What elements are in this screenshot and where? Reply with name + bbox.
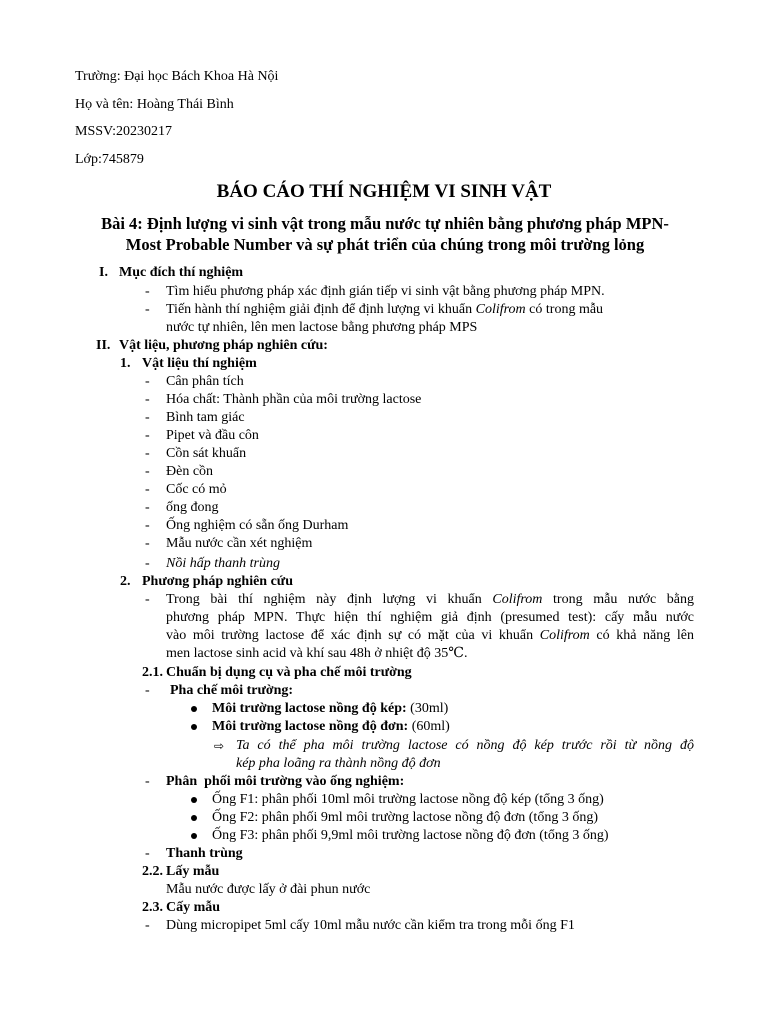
section-2-number: II. [96, 338, 111, 353]
purpose-item-2: Tiến hành thí nghiệm giải định để định lượng vi khuẩn Colifrom có trong mẫu [166, 302, 604, 317]
material-item: Cồn sát khuẩn [166, 446, 247, 461]
bullet-dot-icon [191, 815, 197, 821]
dash-marker: - [145, 410, 150, 425]
material-item: Mẫu nước cần xét nghiệm [166, 536, 313, 551]
dash-marker: - [145, 302, 150, 317]
subsection-2-1-number: 2.1. [142, 665, 163, 680]
dash-marker: - [145, 464, 150, 479]
bullet-dot-icon [191, 833, 197, 839]
dash-marker: - [145, 500, 150, 515]
material-item: Hóa chất: Thành phần của môi trường lactose [166, 392, 422, 407]
dash-marker: - [145, 774, 150, 789]
prep-bullet-double: Môi trường lactose nồng độ kép: (30ml) [212, 701, 449, 716]
distribution-item: Ống F2: phân phối 9ml môi trường lactose nồng độ đơn (tổng 3 ống) [212, 810, 598, 825]
subsection-2-2-heading: Lấy mẫu [166, 864, 220, 879]
subsection-2-2-number: 2.2. [142, 864, 163, 879]
material-item: Pipet và đầu côn [166, 428, 259, 443]
dash-marker: - [145, 846, 150, 861]
prep-note-line-2: kép pha loãng ra thành nồng độ đơn [236, 756, 441, 771]
class-line: Lớp:745879 [75, 152, 144, 167]
method-line-2: phương pháp MPN. Thực hiện thí nghiệm giả định (presumed test): cấy mẫu nước [166, 610, 694, 625]
material-item: Cốc có mỏ [166, 482, 227, 497]
dash-marker: - [145, 428, 150, 443]
subsection-2-number: 2. [120, 574, 131, 589]
material-item: Bình tam giác [166, 410, 245, 425]
distribution-item: Ống F3: phân phối 9,9ml môi trường lactose nồng độ đơn (tổng 3 ống) [212, 828, 609, 843]
student-name-line: Họ và tên: Hoàng Thái Bình [75, 97, 234, 112]
dash-marker: - [145, 374, 150, 389]
bullet-dot-icon [191, 724, 197, 730]
section-2-heading: Vật liệu, phương pháp nghiên cứu: [119, 338, 328, 353]
dash-marker: - [145, 446, 150, 461]
distribution-heading: Phân phối môi trường vào ống nghiệm: [166, 774, 405, 789]
dash-marker: - [145, 284, 150, 299]
section-1-number: I. [99, 265, 108, 280]
sterilize-item: Thanh trùng [166, 846, 243, 861]
lesson-title-line-1: Bài 4: Định lượng vi sinh vật trong mẫu nước tự nhiên bằng phương pháp MPN- [101, 214, 669, 233]
dash-marker: - [145, 536, 150, 551]
arrow-right-icon: ⇨ [214, 739, 225, 753]
bullet-dot-icon [191, 706, 197, 712]
material-item-autoclave: Nồi hấp thanh trùng [166, 556, 280, 571]
distribution-item: Ống F1: phân phối 10ml môi trường lactose nồng độ kép (tổng 3 ống) [212, 792, 604, 807]
dash-marker: - [145, 518, 150, 533]
dash-marker: - [145, 556, 150, 571]
method-line-3: vào môi trường lactose để xác định sự có mặt của vi khuẩn Colifrom có khả năng lên [166, 628, 694, 643]
subsection-1-heading: Vật liệu thí nghiệm [142, 356, 257, 371]
purpose-item-1: Tìm hiểu phương pháp xác định gián tiếp vi sinh vật bằng phương pháp MPN. [166, 284, 605, 299]
subsection-2-3-number: 2.3. [142, 900, 163, 915]
dash-marker: - [145, 392, 150, 407]
material-item: Cân phân tích [166, 374, 244, 389]
bullet-dot-icon [191, 797, 197, 803]
student-id-line: MSSV:20230217 [75, 124, 172, 139]
material-item: Ống nghiệm có sẵn ống Durham [166, 518, 349, 533]
method-line-1: Trong bài thí nghiệm này định lượng vi khuẩn Colifrom trong mẫu nước bằng [166, 592, 694, 607]
subsection-1-number: 1. [120, 356, 131, 371]
dash-marker: - [145, 482, 150, 497]
purpose-item-2-continued: nước tự nhiên, lên men lactose bằng phương pháp MPS [166, 320, 478, 335]
method-line-4: men lactose sinh acid và khí sau 48h ở nhiệt độ 35℃. [166, 646, 468, 661]
subsection-2-3-heading: Cấy mẫu [166, 900, 221, 915]
dash-marker: - [145, 918, 150, 933]
inoculation-item: Dùng micropipet 5ml cấy 10ml mẫu nước cần kiểm tra trong mỗi ống F1 [166, 918, 575, 933]
section-1-heading: Mục đích thí nghiệm [119, 265, 244, 280]
prep-note-line-1: Ta có thể pha môi trường lactose có nồng độ kép trước rồi từ nồng độ [236, 738, 694, 753]
dash-marker: - [145, 592, 150, 607]
material-item: ống đong [166, 500, 219, 515]
prep-bullet-single: Môi trường lactose nồng độ đơn: (60ml) [212, 719, 450, 734]
subsection-2-1-heading: Chuẩn bị dụng cụ và pha chế môi trường [166, 665, 412, 680]
dash-marker: - [145, 683, 150, 698]
school-line: Trường: Đại học Bách Khoa Hà Nội [75, 69, 279, 84]
lesson-title-line-2: Most Probable Number và sự phát triển của chúng trong môi trường lỏng [125, 235, 645, 254]
prep-heading: Pha chế môi trường: [170, 683, 294, 698]
sampling-text: Mẫu nước được lấy ở đài phun nước [166, 882, 371, 897]
material-item: Đèn cồn [166, 464, 214, 479]
report-title: BÁO CÁO THÍ NGHIỆM VI SINH VẬT [216, 181, 552, 202]
subsection-2-heading: Phương pháp nghiên cứu [142, 574, 293, 589]
